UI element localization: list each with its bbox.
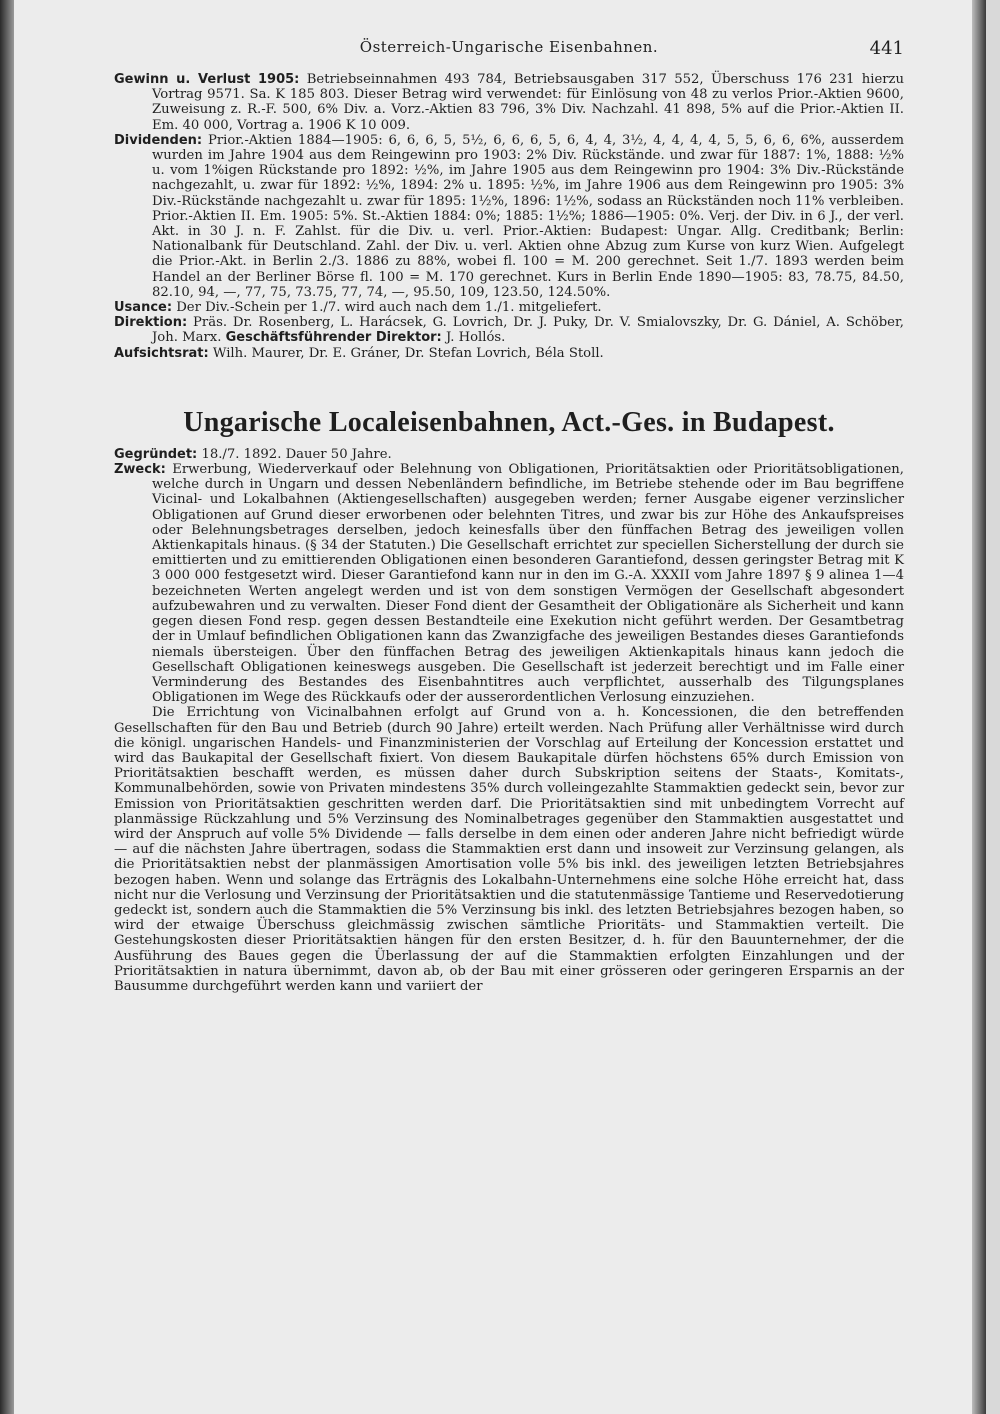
company-report-continued — [114, 72, 904, 361]
page — [14, 0, 986, 1414]
zweck-label: Zweck: — [114, 462, 166, 478]
page-number: 441 — [869, 38, 904, 59]
section-title: Ungarische Localeisenbahnen, Act.-Ges. in Budapest. — [183, 406, 835, 438]
dividenden-label: Dividenden: — [114, 132, 203, 148]
geschaeftsfuehrer-label: Geschäftsführender Direktor: — [225, 330, 442, 346]
dividenden-paragraph — [114, 133, 904, 300]
dividenden-text: Prior.-Aktien 1884—1905: 6, 6, 6, 5, 5½, 6, 6, 6, 5, 6, 4, 4, 3½, 4, 4, 4, 4, 5, 5, 6, 6, 6%, ausserdem wurden im Jahre 1904 aus dem Reingewinn pro 1903: 2% Div. Rückstände. und zwar für 1887: 1%, 1888: ½% u. vom 1%igen Rückstande pro 1892: ½%, im Jahre 1905 aus dem Reingewinn pro 1904: 3% Div.-Rückstände nachgezahlt, u. zwar für 1892: ½%, 1894: 2% u. 1895: ½%, im Jahre 1906 aus dem Reingewinn pro 1905: 3% Div.-Rückstände nachgezahlt u. zwar für 1895: 1½%, 1896: 1½%, sodass an Rückständen noch 11% verbleiben. Prior.-Aktien II. Em. 1905: 5%. St.-Aktien 1884: 0%; 1885: 1½%; 1886—1905: 0%. Verj. der Div. in 6 J., der verl. Akt. in 30 J. n. F. Zahlst. für die Div. u. verl. Prior.-Aktien: Budapest: Ungar. Allg. Creditbank; Berlin: Nationalbank für Deutschland. Zahl. der Div. u. verl. Aktien ohne Abzug zum Kurse von kurz Wien. Aufgelegt die Prior.-Akt. in Berlin 2./3. 1886 zu 88%, wobei fl. 100 = M. 200 gerechnet. Seit 1./7. 1893 werden beim Handel an der Berliner Börse fl. 100 = M. 170 gerechnet. Kurs in Berlin Ende 1890—1905: 83, 78.75, 84.50, 82.10, 94, —, 77, 75, 73.75, 77, 74, —, 95.50, 109, 123.50, 124.50%. — [152, 132, 904, 300]
usance-text: Der Div.-Schein per 1./7. wird auch nach dem 1./1. mitgeliefert. — [172, 300, 602, 316]
aufsichtsrat-text: Wilh. Maurer, Dr. E. Gráner, Dr. Stefan Lovrich, Béla Stoll. — [208, 345, 604, 361]
direktion-text: Präs. Dr. Rosenberg, L. Harácsek, G. Lovrich, Dr. J. Puky, Dr. V. Smialovszky, Dr. G. Dániel, A. Schöber, Joh. Marx. — [152, 315, 904, 346]
section-body — [114, 447, 904, 994]
zweck-text: Erwerbung, Wiederverkauf oder Belehnung von Obligationen, Prioritätsaktien oder Prioritätsobligationen, welche durch in Ungarn und dessen Nebenländern befindliche, im Betriebe stehende oder im Bau begriffene Vicinal- und Lokalbahnen (Aktiengesellschaften) ausgegeben werden; ferner Ausgabe eigener verzinslicher Obligationen auf Grund dieser erworbenen oder belehnten Titres, und zwar bis zur Höhe des Ankaufspreises oder Belehnungsbetrages derselben, jedoch keinesfalls über den fünffachen Betrag des jeweiligen vollen Aktienkapitals hinaus. (§ 34 der Statuten.) Die Gesellschaft errichtet zur speciellen Sicherstellung der durch sie emittierten und zu emittierenden Obligationen einen besonderen Garantiefond, dessen geringster Betrag mit K 3 000 000 festgesetzt wird. Dieser Garantiefond kann nur in den im G.-A. XXXII vom Jahre 1897 § 9 alinea 1—4 bezeichneten Werten angelegt werden und ist von dem sonstigen Vermögen der Gesellschaft abgesondert aufzubewahren und zu verwalten. Dieser Fond dient der Gesamtheit der Obligationäre als Sicherheit und kann gegen diesen Fond resp. gegen dessen Bestandteile eine Exekution nicht geführt werden. Der Gesamtbetrag der in Umlauf befindlichen Obligationen kann das Zwanzigfache des jeweiligen Bestandes dieses Garantiefonds niemals übersteigen. Über den fünffachen Betrag des jeweiligen Aktienkapitals hinaus kann jedoch die Gesellschaft Obligationen keineswegs ausgeben. Die Gesellschaft ist jederzeit berechtigt und im Falle einer Verminderung des Bestandes des Eisenbahntitres auch verpflichtet, ausserhalb des Tilgungsplanes Obligationen im Wege des Rückkaufs oder der ausserordentlichen Verlosung einzuziehen. — [152, 462, 904, 706]
book-spine-right — [972, 0, 986, 1414]
zweck-paragraph — [114, 462, 904, 705]
aufsichtsrat-label: Aufsichtsrat: — [114, 345, 209, 361]
page-header — [114, 38, 904, 72]
running-head: Österreich-Ungarische Eisenbahnen. — [359, 38, 659, 56]
aufsichtsrat-paragraph — [114, 346, 904, 361]
direktion-paragraph — [114, 315, 904, 345]
gegruendet-text: 18./7. 1892. Dauer 50 Jahre. — [197, 446, 392, 462]
gewinn-verlust-label: Gewinn u. Verlust 1905: — [114, 72, 300, 87]
gegruendet-label: Gegründet: — [114, 446, 198, 462]
page-content — [114, 38, 904, 994]
usance-label: Usance: — [114, 300, 173, 316]
gegruendet-paragraph — [114, 447, 904, 462]
usance-paragraph — [114, 300, 904, 315]
vicinalbahnen-paragraph: Die Errichtung von Vicinalbahnen erfolgt auf Grund von a. h. Koncessionen, die den betreffenden Gesellschaften für den Bau und Betrieb (durch 90 Jahre) erteilt werden. Nach Prüfung aller Verhältnisse wird durch die königl. ungarischen Handels- und Finanzministerien der Vorschlag auf Erteilung der Koncession erstattet und wird das Baukapital der Gesellschaft fixiert. Von diesem Baukapitale dürfen höchstens 65% durch Emission von Prioritätsaktien beschafft werden, es müssen daher durch Subskription seitens der Staats-, Komitats-, Kommunalbehörden, sowie von Privaten mindestens 35% durch volleingezahlte Stammaktien gedeckt sein, bevor zur Emission von Prioritätsaktien geschritten werden darf. Die Prioritätsaktien sind mit unbedingtem Vorrecht auf planmässige Rückzahlung und 5% Verzinsung des Nominalbetrages gegenüber den Stammaktien ausgestattet und wird der Anspruch auf volle 5% Dividende — falls derselbe in dem einen oder anderen Jahre nicht befriedigt würde — auf die nächsten Jahre übertragen, sodass die Stammaktien erst dann und insoweit zur Verzinsung gelangen, als die Prioritätsaktien nebst der planmässigen Amortisation volle 5% bis inkl. des jeweiligen letzten Betriebsjahres bezogen haben. Wenn und solange das Erträgnis des Lokalbahn-Unternehmens eine solche Höhe erreicht hat, dass nicht nur die Verlosung und Verzinsung der Prioritätsaktien und die statutenmässige Tantieme und Reservedotierung gedeckt ist, sondern auch die Stammaktien die 5% Verzinsung bis inkl. des letzten Betriebsjahres bezogen haben, so wird der etwaige Überschuss gleichmässig zwischen sämtliche Prioritäts- und Stammaktien verteilt. Die Gestehungskosten dieser Prioritätsaktien hängen für den ersten Besitzer, d. h. für den Bauunternehmer, der die Ausführung des Baues gegen die Überlassung der auf die Stammaktien erfolgten Einzahlungen und der Prioritätsaktien in natura übernimmt, davon ab, ob der Bau mit einer grösseren oder geringeren Ersparnis an der Bausumme durchgeführt werden kann und variiert der — [114, 705, 904, 994]
gewinn-verlust-text: Betriebseinnahmen 493 784, Betriebsausgaben 317 552, Überschuss 176 231 hierzu Vortrag 9571. Sa. K 185 803. Dieser Betrag wird verwendet: für Einlösung von 48 zu verlos Prior.-Aktien 9600, Zuweisung z. R.-F. 500, 6% Div. a. Vorz.-Aktien 83 796, 3% Div. Nachzahl. 41 898, 5% auf die Prior.-Aktien II. Em. 40 000, Vortrag a. 1906 K 10 009. — [152, 72, 904, 133]
geschaeftsfuehrer-text: J. Hollós. — [441, 330, 506, 346]
gewinn-verlust-paragraph — [114, 72, 904, 133]
book-spine-left — [0, 0, 14, 1414]
direktion-label: Direktion: — [114, 315, 188, 331]
